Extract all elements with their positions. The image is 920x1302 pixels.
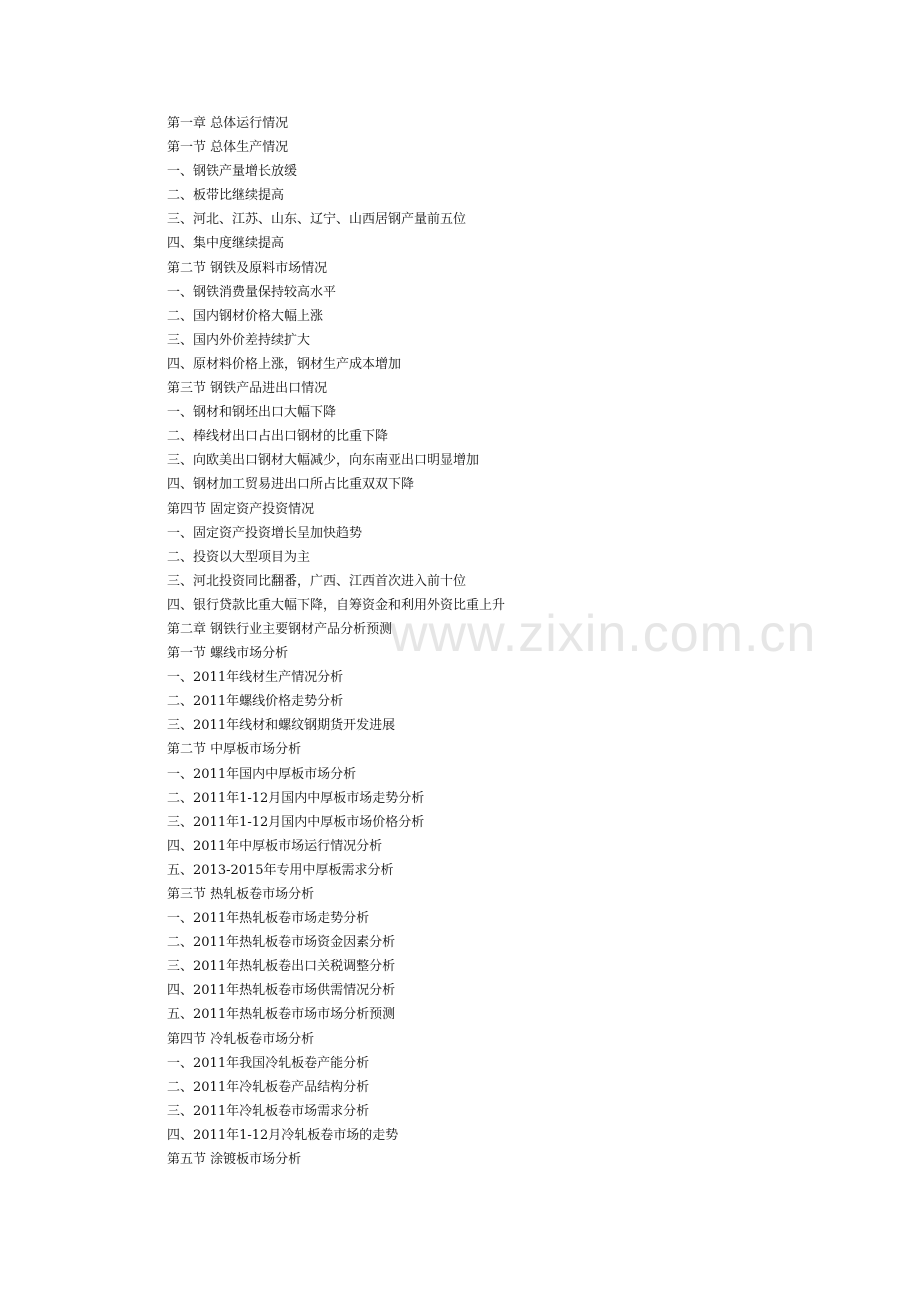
toc-line: 三、2011年1-12月国内中厚板市场价格分析: [167, 814, 425, 830]
toc-line: 四、2011年中厚板市场运行情况分析: [167, 838, 383, 854]
toc-line: 三、2011年热轧板卷出口关税调整分析: [167, 959, 396, 975]
toc-line: 第二章 钢铁行业主要钢材产品分析预测: [167, 621, 393, 637]
toc-line: 四、集中度继续提高: [167, 236, 285, 252]
toc-line: 四、钢材加工贸易进出口所占比重双双下降: [167, 477, 415, 493]
toc-line: 一、钢铁消费量保持较高水平: [167, 284, 337, 300]
toc-line: 一、2011年热轧板卷市场走势分析: [167, 911, 370, 927]
toc-line: 四、原材料价格上涨，钢材生产成本增加: [167, 356, 402, 372]
toc-line: 第二节 中厚板市场分析: [167, 742, 302, 758]
watermark: www.zixin.com.cn: [390, 605, 817, 663]
toc-line: 二、国内钢材价格大幅上涨: [167, 308, 324, 324]
toc-line: 第二节 钢铁及原料市场情况: [167, 260, 328, 276]
toc-line: 一、钢材和钢坯出口大幅下降: [167, 405, 337, 421]
toc-line: 第一节 螺线市场分析: [167, 646, 289, 662]
toc-line: 二、投资以大型项目为主: [167, 549, 311, 565]
toc-line: 二、2011年冷轧板卷产品结构分析: [167, 1079, 370, 1095]
toc-line: 四、2011年热轧板卷市场供需情况分析: [167, 983, 396, 999]
toc-line: 第五节 涂镀板市场分析: [167, 1152, 302, 1168]
toc-line: 第四节 固定资产投资情况: [167, 501, 315, 517]
toc-line: 第三节 钢铁产品进出口情况: [167, 381, 328, 397]
toc-line: 三、国内外价差持续扩大: [167, 332, 311, 348]
toc-line: 三、河北投资同比翻番，广西、江西首次进入前十位: [167, 573, 467, 589]
toc-line: 一、2011年国内中厚板市场分析: [167, 766, 357, 782]
toc-line: 四、2011年1-12月冷轧板卷市场的走势: [167, 1127, 399, 1143]
toc-line: 三、2011年线材和螺纹钢期货开发进展: [167, 718, 396, 734]
toc-line: 二、板带比继续提高: [167, 188, 285, 204]
toc-line: 二、棒线材出口占出口钢材的比重下降: [167, 429, 389, 445]
toc-line: 二、2011年1-12月国内中厚板市场走势分析: [167, 790, 425, 806]
toc-line: 第三节 热轧板卷市场分析: [167, 887, 315, 902]
toc-line: 一、2011年线材生产情况分析: [167, 670, 344, 686]
toc-line: 二、2011年螺线价格走势分析: [167, 694, 344, 710]
toc-line: 四、银行贷款比重大幅下降，自筹资金和利用外资比重上升: [167, 597, 506, 613]
toc-line: 三、河北、江苏、山东、辽宁、山西居钢产量前五位: [167, 212, 467, 228]
toc-line: 第一节 总体生产情况: [167, 140, 289, 156]
toc-line: 五、2013-2015年专用中厚板需求分析: [167, 862, 394, 878]
toc-line: 二、2011年热轧板卷市场资金因素分析: [167, 935, 396, 951]
table-of-contents: [167, 112, 787, 1172]
toc-line: 三、2011年冷轧板卷市场需求分析: [167, 1103, 370, 1119]
toc-line: 第一章 总体运行情况: [167, 116, 289, 131]
toc-line: 三、向欧美出口钢材大幅减少，向东南亚出口明显增加: [167, 453, 480, 469]
toc-line: 一、固定资产投资增长呈加快趋势: [167, 525, 363, 541]
toc-line: 一、钢铁产量增长放缓: [167, 164, 298, 180]
toc-line: 五、2011年热轧板卷市场市场分析预测: [167, 1007, 396, 1023]
toc-line: 第四节 冷轧板卷市场分析: [167, 1031, 315, 1047]
toc-line: 一、2011年我国冷轧板卷产能分析: [167, 1055, 370, 1071]
